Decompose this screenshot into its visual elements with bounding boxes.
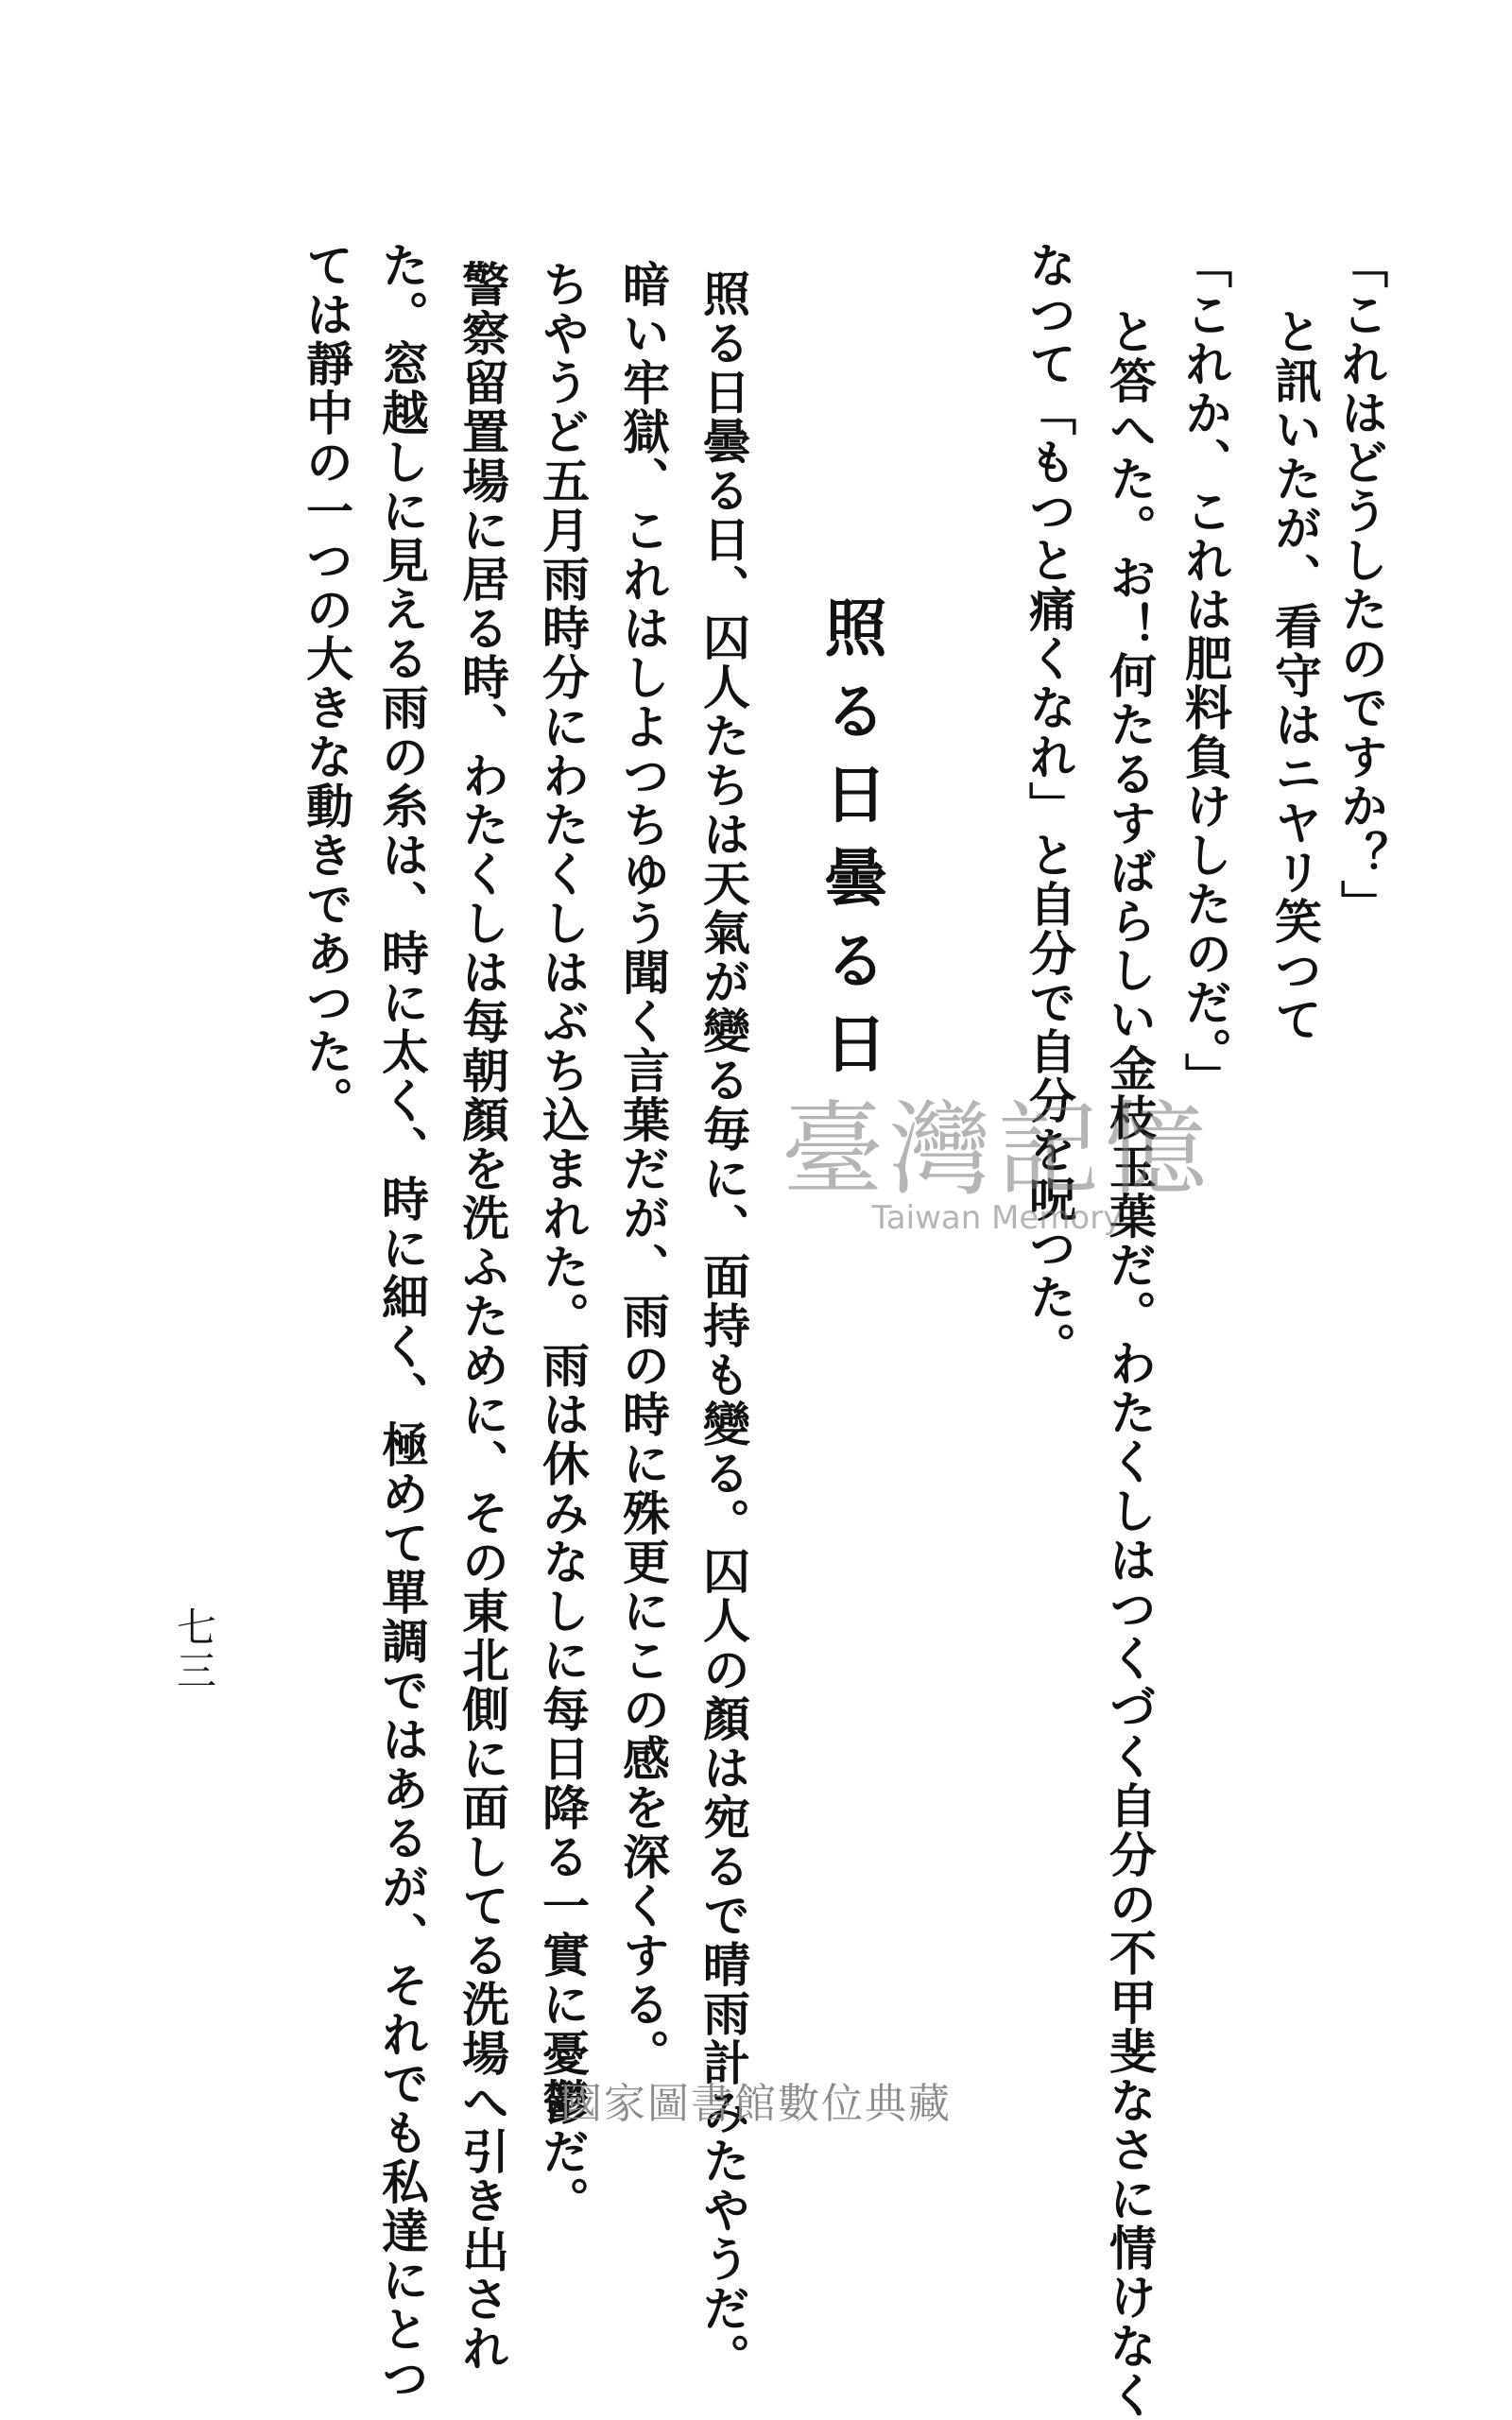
watermark-logo [761,1091,1233,1237]
page-number: 七三 [171,1606,217,1693]
section-heading: 照る日曇る日 [814,595,887,1094]
watermark-en-text: Taiwan Memory [871,1199,1123,1237]
text-column-10: た。窓越しに見える雨の糸は、時に太く、時に細く、極めて單調ではあるが、それでも私達にとつ [374,241,430,2403]
text-column-3: 「これか、これは肥料負けしたのだ。」 [1177,241,1233,1102]
text-column-1: 「これはどうしたのですか？」 [1333,241,1389,929]
text-column-2: と訊いたが、看守はニヤリ笑つて [1267,307,1323,1044]
text-column-5: なつて「もつと痛くなれ」と自分で自分を呪つた。 [1022,241,1077,1371]
text-column-8: ちやうど五月雨時分にわたくしはぶち込まれた。雨は休みなしに每日降る一實に憂鬱だ。 [535,260,591,2225]
text-column-11: ては靜中の一つの大きな動きであつた。 [299,241,354,1125]
text-column-6: 照る日曇る日、囚人たちは天氣が變る毎に、面持も變る。囚人の顏は宛るで晴雨計みたやうだ。 [696,269,751,2382]
footer-credit: 國家圖書館數位典藏 [560,2080,952,2128]
watermark-cjk-text: 臺灣記憶 [781,1091,1212,1210]
text-column-7: 暗い牢獄、これはしよつちゆう聞く言葉だが、雨の時に殊更にこの感を深くする。 [615,260,671,2078]
text-column-9: 警察留置場に居る時、わたくしは每朝顏を洗ふために、その東北側に面してる洗場へ引き出され [455,260,510,2373]
text-column-4: と答へた。お！何たるすばらしい金枝玉葉だ。わたくしはつくづく自分の不甲斐なさに情けなく [1102,307,1158,2420]
